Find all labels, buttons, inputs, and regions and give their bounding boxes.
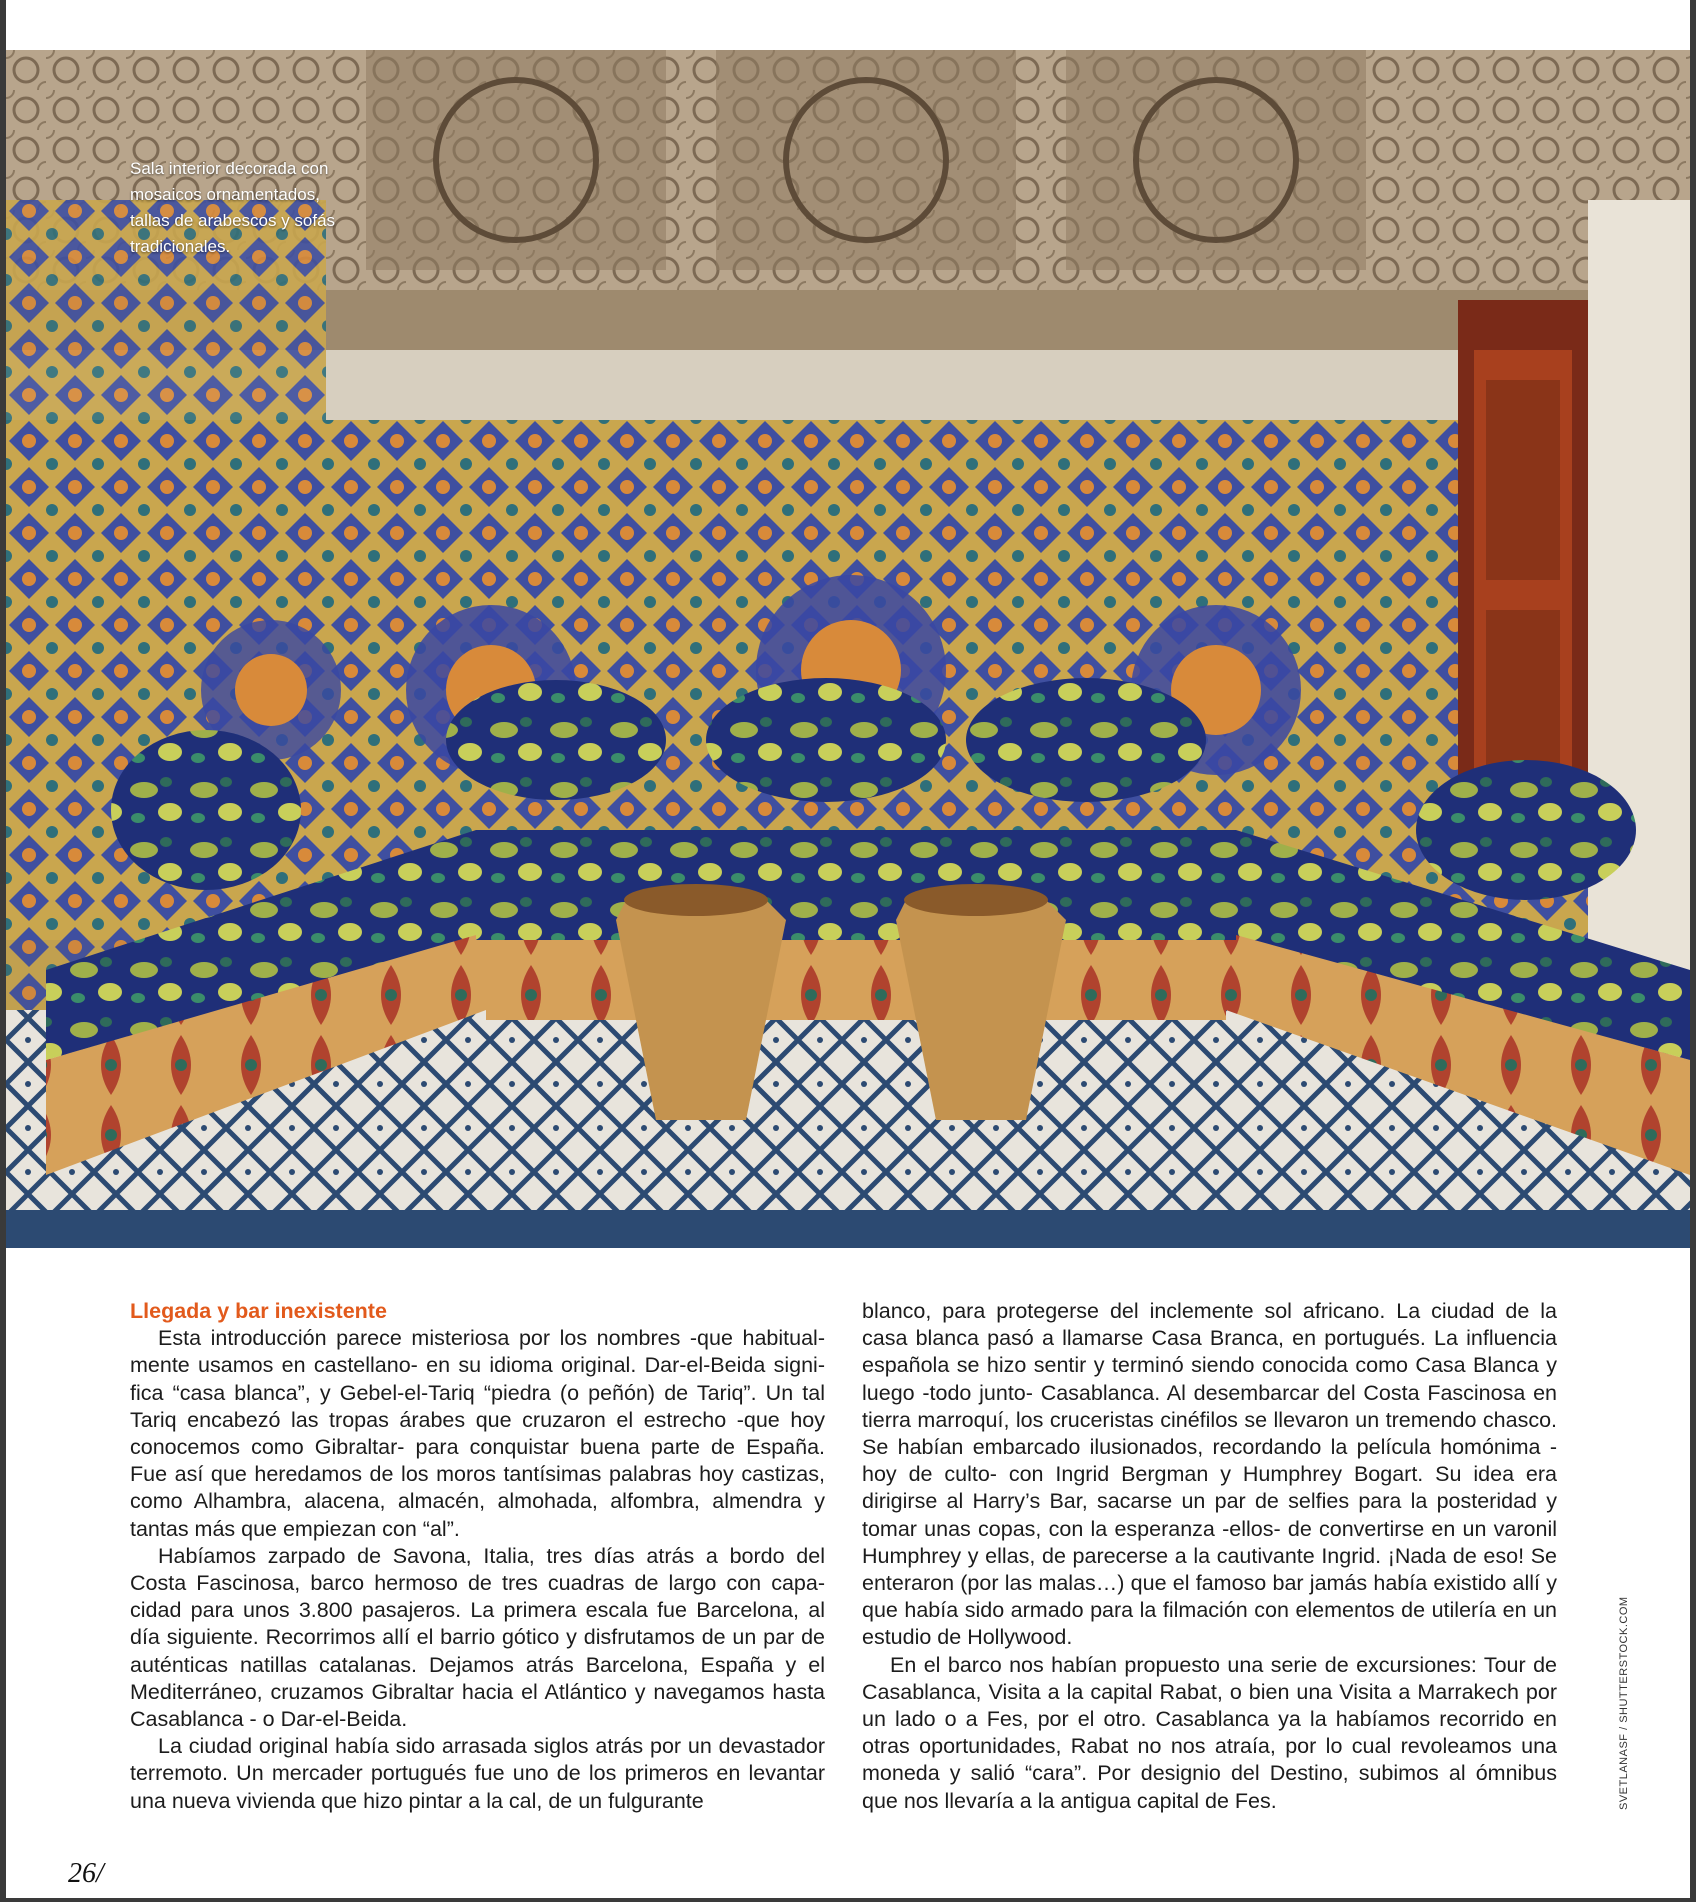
page-number: 26/ xyxy=(68,1858,104,1889)
article-column-right xyxy=(862,1298,1557,1815)
feature-photo xyxy=(6,50,1690,1248)
body-paragraph: Esta introducción parece misteriosa por los nombres -que habitualmente usamos en castellano- en su idioma original. Dar-el-Beida significa “casa blanca”, y Gebel-el-Tariq “piedra (o peñón) de Tariq”. Un tal Tariq encabezó las tropas árabes que cruzaron el estrecho -que hoy conocemos como Gibraltar- para conquistar buena parte de España. Fue así que heredamos de los moros tantísimas palabras hoy castizas, como Alhambra, alacena, almacén, almohada, alfombra, almendra y tantas más que empiezan con “al”. xyxy=(130,1326,825,1541)
body-paragraph: En el barco nos habían propuesto una serie de excursiones: Tour de Casablanca, Visita a la capital Rabat, o bien una Visita a Marrakech por un lado o a Fes, por el otro. Casablanca ya la habíamos recorrido en otras oportunidades, Rabat no nos atraía, por lo cual revoleamos una moneda y salió “cara”. Por designio del Destino, subimos al ómnibus que nos llevaría a la antigua capital de Fes. xyxy=(862,1652,1557,1813)
body-paragraph: blanco, para protegerse del inclemente sol africano. La ciudad de la casa blanca pasó a llamarse Casa Branca, en portugués. La influencia española se hizo sentir y terminó siendo conocida como Casa Blanca y luego -todo junto- Casablanca. Al desembarcar del Costa Fascinosa en tierra marroquí, los cruceristas cinéfilos se llevaron un tremendo chasco. Se habían embarcado ilusionados, recordando la película homónima -hoy de culto- con Ingrid Bergman y Humphrey Bogart. Su idea era dirigirse al Harry’s Bar, sacarse un par de selfies para la posteridad y tomar unas copas, con la esperanza -ellos- de convertirse en un varonil Humphrey y ellas, de parecerse a la cautivante Ingrid. ¡Nada de eso! Se enteraron (por las malas…) que el famoso bar jamás había existido allí y que había sido armado para la filmación con elementos de utilería en un estudio de Hollywood. xyxy=(862,1299,1557,1650)
section-heading: Llegada y bar inexistente xyxy=(130,1299,387,1323)
body-paragraph: La ciudad original había sido arrasada siglos atrás por un devastador terremoto. Un mercader portugués fue uno de los primeros en levantar una nueva vivienda que hizo pintar a la cal, de un fulgurante xyxy=(130,1734,825,1813)
photo-caption: Sala interior decorada con mosaicos ornamentados, tallas de arabescos y sofás tradicionales. xyxy=(130,159,336,256)
photo-credit: SVETLANASF / SHUTTERSTOCK.COM xyxy=(1618,1596,1630,1810)
article-column-left xyxy=(130,1298,825,1815)
magazine-page xyxy=(6,0,1690,1898)
body-paragraph: Habíamos zarpado de Savona, Italia, tres días atrás a bordo del Costa Fascinosa, barco hermoso de tres cuadras de largo con capacidad para unos 3.800 pasajeros. La primera escala fue Barcelona, al día siguiente. Recorrimos allí el barrio gótico y disfrutamos de un par de auténticas natillas catalanas. Dejamos atrás Barcelona, España y el Mediterráneo, cruzamos Gibraltar hacia el Atlántico y navegamos hasta Casablanca - o Dar-el-Beida. xyxy=(130,1543,825,1732)
